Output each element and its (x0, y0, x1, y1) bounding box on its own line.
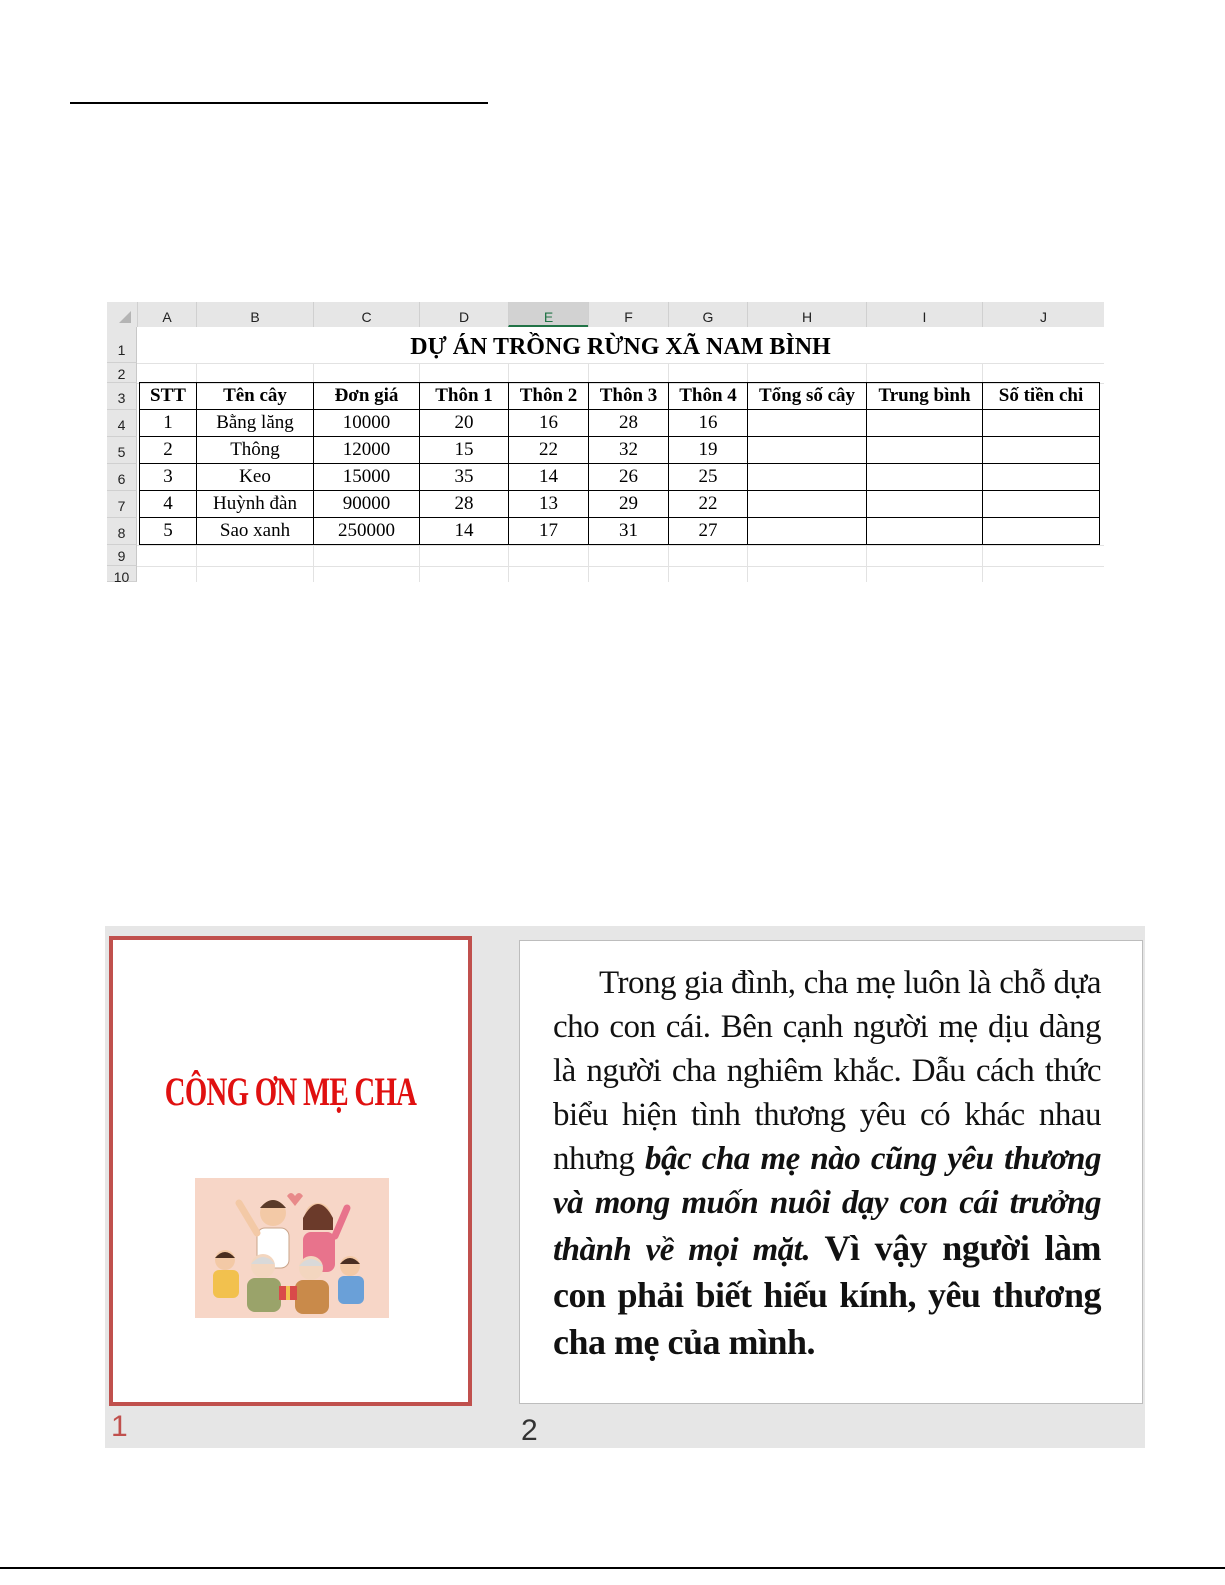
slide-thumbnail-1[interactable] (109, 936, 472, 1406)
header-cell-so-tien-chi[interactable]: Số tiền chi (983, 383, 1100, 410)
table-cell[interactable]: 27 (669, 518, 748, 545)
table-cell[interactable]: 10000 (314, 410, 420, 437)
table-cell[interactable] (867, 518, 983, 545)
table-cell[interactable]: Bằng lăng (197, 410, 314, 437)
table-row (140, 464, 1100, 491)
table-cell[interactable]: 28 (589, 410, 669, 437)
table-cell[interactable] (867, 464, 983, 491)
table-row (140, 518, 1100, 545)
table-cell[interactable] (983, 464, 1100, 491)
slide-sorter-panel (105, 926, 1145, 1448)
table-cell[interactable]: 12000 (314, 437, 420, 464)
table-cell[interactable] (748, 518, 867, 545)
table-cell[interactable]: 16 (509, 410, 589, 437)
row-header-5[interactable]: 5 (107, 437, 137, 464)
table-cell[interactable]: 90000 (314, 491, 420, 518)
header-cell-thon-1[interactable]: Thôn 1 (420, 383, 509, 410)
table-cell[interactable]: 20 (420, 410, 509, 437)
row-header-10[interactable]: 10 (107, 566, 137, 582)
table-cell[interactable]: 19 (669, 437, 748, 464)
table-cell[interactable]: 1 (140, 410, 197, 437)
table-cell[interactable]: Thông (197, 437, 314, 464)
row-header-8[interactable]: 8 (107, 518, 137, 545)
header-cell-thon-2[interactable]: Thôn 2 (509, 383, 589, 410)
table-cell[interactable] (867, 410, 983, 437)
table-cell[interactable]: 31 (589, 518, 669, 545)
column-header-j[interactable]: J (982, 302, 1104, 327)
row-header-7[interactable]: 7 (107, 491, 137, 518)
table-cell[interactable]: 250000 (314, 518, 420, 545)
row-header-6[interactable]: 6 (107, 464, 137, 491)
select-all-corner[interactable] (107, 302, 137, 327)
row-header-4[interactable]: 4 (107, 410, 137, 437)
slide-number-2: 2 (521, 1414, 538, 1447)
table-cell[interactable] (748, 437, 867, 464)
table-cell[interactable]: 15000 (314, 464, 420, 491)
column-header-h[interactable]: H (747, 302, 866, 327)
table-cell[interactable]: 22 (669, 491, 748, 518)
header-row (140, 383, 1100, 410)
column-header-c[interactable]: C (313, 302, 419, 327)
table-row (140, 491, 1100, 518)
table-cell[interactable]: 28 (420, 491, 509, 518)
slide-text-bold: Vì vậy người làm con phải biết hiếu kính, yêu thương cha mẹ của mình. (553, 1228, 1101, 1362)
row-header-3[interactable]: 3 (107, 383, 137, 410)
header-cell-tong-so-cay[interactable]: Tổng số cây (748, 383, 867, 410)
table-cell[interactable]: 3 (140, 464, 197, 491)
header-cell-trung-binh[interactable]: Trung bình (867, 383, 983, 410)
slide-body-text (553, 961, 1101, 1366)
table-cell[interactable]: 32 (589, 437, 669, 464)
column-header-i[interactable]: I (866, 302, 982, 327)
column-header-e[interactable]: E (508, 302, 588, 327)
row-header-9[interactable]: 9 (107, 545, 137, 566)
column-header-bar (107, 302, 1104, 328)
table-row (140, 437, 1100, 464)
table-cell[interactable]: 2 (140, 437, 197, 464)
spreadsheet-screenshot (107, 302, 1104, 582)
table-cell[interactable] (867, 491, 983, 518)
table-row (140, 410, 1100, 437)
column-header-a[interactable]: A (137, 302, 196, 327)
header-cell-thon-4[interactable]: Thôn 4 (669, 383, 748, 410)
header-cell-thon-3[interactable]: Thôn 3 (589, 383, 669, 410)
slide-thumbnail-2[interactable] (519, 940, 1143, 1404)
table-cell[interactable] (748, 410, 867, 437)
table-cell[interactable]: 17 (509, 518, 589, 545)
table-cell[interactable] (867, 437, 983, 464)
table-cell[interactable] (748, 491, 867, 518)
column-header-f[interactable]: F (588, 302, 668, 327)
data-table (139, 382, 1100, 545)
table-cell[interactable] (748, 464, 867, 491)
table-cell[interactable] (983, 491, 1100, 518)
table-cell[interactable]: 25 (669, 464, 748, 491)
header-cell-don-gia[interactable]: Đơn giá (314, 383, 420, 410)
table-cell[interactable]: 14 (420, 518, 509, 545)
slide-title: CÔNG ƠN MẸ CHA (164, 1069, 417, 1114)
table-cell[interactable]: 16 (669, 410, 748, 437)
table-cell[interactable]: 4 (140, 491, 197, 518)
top-underline-rule (70, 102, 488, 104)
slide-number-1: 1 (111, 1410, 128, 1443)
table-cell[interactable]: 26 (589, 464, 669, 491)
table-cell[interactable]: 14 (509, 464, 589, 491)
table-cell[interactable]: 22 (509, 437, 589, 464)
table-cell[interactable]: 29 (589, 491, 669, 518)
header-cell-stt[interactable]: STT (140, 383, 197, 410)
family-illustration-icon (195, 1178, 389, 1318)
row-header-2[interactable]: 2 (107, 363, 137, 383)
table-cell[interactable]: 35 (420, 464, 509, 491)
row-header-1[interactable]: 1 (107, 327, 137, 363)
table-cell[interactable] (983, 437, 1100, 464)
table-cell[interactable]: Huỳnh đàn (197, 491, 314, 518)
slide-text-normal: Trong gia đình, cha mẹ luôn là chỗ dựa cho con cái. Bên cạnh người mẹ dịu dàng là người cha nghiêm khắc. Dẫu cách thức biểu hiện tình thương yêu có khác nhau nhưng (553, 965, 1101, 1177)
table-cell[interactable]: Sao xanh (197, 518, 314, 545)
column-header-g[interactable]: G (668, 302, 747, 327)
column-header-d[interactable]: D (419, 302, 508, 327)
column-header-b[interactable]: B (196, 302, 313, 327)
table-cell[interactable]: Keo (197, 464, 314, 491)
sheet-title[interactable]: DỰ ÁN TRỒNG RỪNG XÃ NAM BÌNH (137, 327, 1104, 363)
table-cell[interactable]: 15 (420, 437, 509, 464)
table-cell[interactable]: 13 (509, 491, 589, 518)
table-cell[interactable] (983, 518, 1100, 545)
table-cell[interactable]: 5 (140, 518, 197, 545)
slide-text-italic: bậc cha mẹ nào cũng yêu thương và mong muốn nuôi dạy con cái trưởng thành về mọi mặt. (553, 1141, 1102, 1268)
table-cell[interactable] (983, 410, 1100, 437)
header-cell-ten-cay[interactable]: Tên cây (197, 383, 314, 410)
bottom-rule (0, 1567, 1225, 1569)
